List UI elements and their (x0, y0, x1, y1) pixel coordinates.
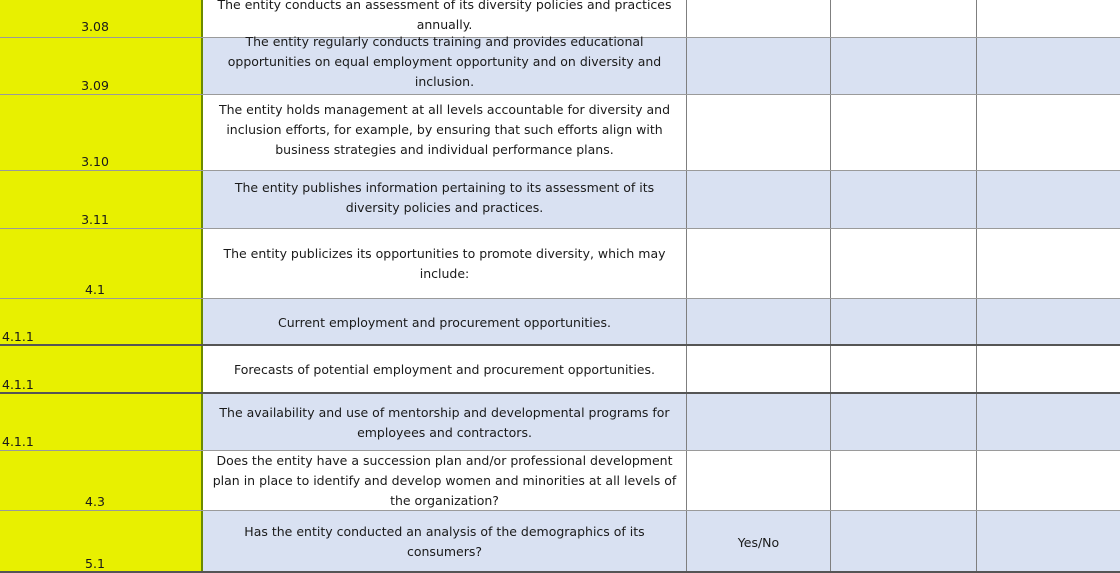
description-text: The entity publicizes its opportunities to promote diversity, which may include: (223, 246, 666, 281)
reference-cell[interactable] (0, 346, 203, 394)
response-cell[interactable] (687, 511, 831, 573)
empty-cell[interactable] (831, 299, 977, 346)
reference-number: 4.1 (85, 282, 105, 297)
description-text: The entity conducts an assessment of its diversity policies and practices annually. (217, 0, 672, 32)
response-cell[interactable] (687, 299, 831, 346)
reference-cell[interactable] (0, 511, 203, 573)
empty-cell[interactable] (831, 451, 977, 511)
empty-cell[interactable] (831, 0, 977, 38)
empty-cell[interactable] (977, 95, 1120, 171)
empty-cell[interactable] (977, 299, 1120, 346)
response-text (687, 0, 830, 38)
empty-cell[interactable] (977, 511, 1120, 573)
response-cell[interactable] (687, 171, 831, 229)
response-text (687, 171, 830, 229)
description-text: Forecasts of potential employment and procurement opportunities. (234, 362, 655, 377)
empty-cell[interactable] (831, 394, 977, 451)
empty-cell[interactable] (977, 229, 1120, 299)
description-cell[interactable] (203, 33, 687, 95)
response-cell[interactable] (687, 451, 831, 511)
empty-cell[interactable] (977, 394, 1120, 451)
description-cell[interactable] (203, 394, 687, 451)
reference-number: 4.1.1 (2, 329, 34, 344)
response-cell[interactable] (687, 229, 831, 299)
table-row (0, 171, 1120, 229)
response-cell[interactable] (687, 394, 831, 451)
description-cell[interactable] (203, 171, 687, 229)
table-row (0, 451, 1120, 511)
empty-cell[interactable] (831, 229, 977, 299)
reference-cell[interactable] (0, 229, 203, 299)
description-cell[interactable] (203, 299, 687, 346)
reference-cell[interactable] (0, 95, 203, 171)
table-row (0, 511, 1120, 573)
response-cell[interactable] (687, 0, 831, 38)
response-text (687, 299, 830, 346)
description-text: Current employment and procurement opportunities. (278, 314, 611, 330)
reference-number: 5.1 (85, 556, 105, 571)
reference-cell[interactable] (0, 394, 203, 451)
empty-cell[interactable] (831, 171, 977, 229)
description-cell[interactable] (203, 346, 687, 394)
response-cell[interactable] (687, 346, 831, 394)
response-text (687, 38, 830, 95)
reference-number: 4.1.1 (2, 377, 34, 392)
reference-number: 4.1.1 (2, 434, 34, 449)
reference-cell[interactable] (0, 299, 203, 346)
reference-cell[interactable] (0, 38, 203, 95)
response-text (687, 229, 830, 299)
reference-cell[interactable] (0, 0, 203, 38)
reference-number: 3.08 (81, 19, 109, 34)
response-cell[interactable] (687, 95, 831, 171)
description-cell[interactable] (203, 511, 687, 573)
reference-number: 3.11 (81, 212, 109, 227)
table-row (0, 394, 1120, 451)
table-row (0, 229, 1120, 299)
empty-cell[interactable] (977, 346, 1120, 394)
description-text: The entity holds management at all levels accountable for diversity and inclusion efforts, for example, by ensuring that such efforts align with business strategies and individual performance plans. (218, 102, 671, 157)
description-text: The entity publishes information pertaining to its assessment of its diversity policies and practices. (234, 180, 655, 215)
table-row (0, 33, 1120, 95)
description-text: Has the entity conducted an analysis of the demographics of its consumers? (244, 524, 645, 559)
empty-cell[interactable] (977, 0, 1120, 38)
reference-number: 3.10 (81, 154, 109, 169)
empty-cell[interactable] (831, 38, 977, 95)
description-cell[interactable] (203, 451, 687, 511)
description-text: The availability and use of mentorship and developmental programs for employees and contractors. (219, 404, 670, 440)
empty-cell[interactable] (831, 95, 977, 171)
response-text (687, 394, 830, 451)
description-text: The entity regularly conducts training and provides educational opportunities on equal employment opportunity and on diversity and inclusion. (227, 33, 662, 89)
empty-cell[interactable] (977, 38, 1120, 95)
empty-cell[interactable] (831, 346, 977, 394)
reference-cell[interactable] (0, 451, 203, 511)
response-text (687, 346, 830, 394)
empty-cell[interactable] (977, 171, 1120, 229)
empty-cell[interactable] (977, 451, 1120, 511)
table-row (0, 346, 1120, 394)
empty-cell[interactable] (831, 511, 977, 573)
reference-number: 3.09 (81, 78, 109, 93)
response-cell[interactable] (687, 38, 831, 95)
reference-number: 4.3 (85, 494, 105, 509)
table-row (0, 299, 1120, 346)
reference-cell[interactable] (0, 171, 203, 229)
response-text (687, 95, 830, 171)
description-text: Does the entity have a succession plan and/or professional development plan in place to identify and develop women and minorities at all levels of the organization? (212, 453, 677, 508)
description-cell[interactable] (203, 229, 687, 299)
table-row (0, 95, 1120, 171)
description-cell[interactable] (203, 95, 687, 171)
response-text (687, 451, 830, 511)
response-text: Yes/No (737, 534, 780, 550)
